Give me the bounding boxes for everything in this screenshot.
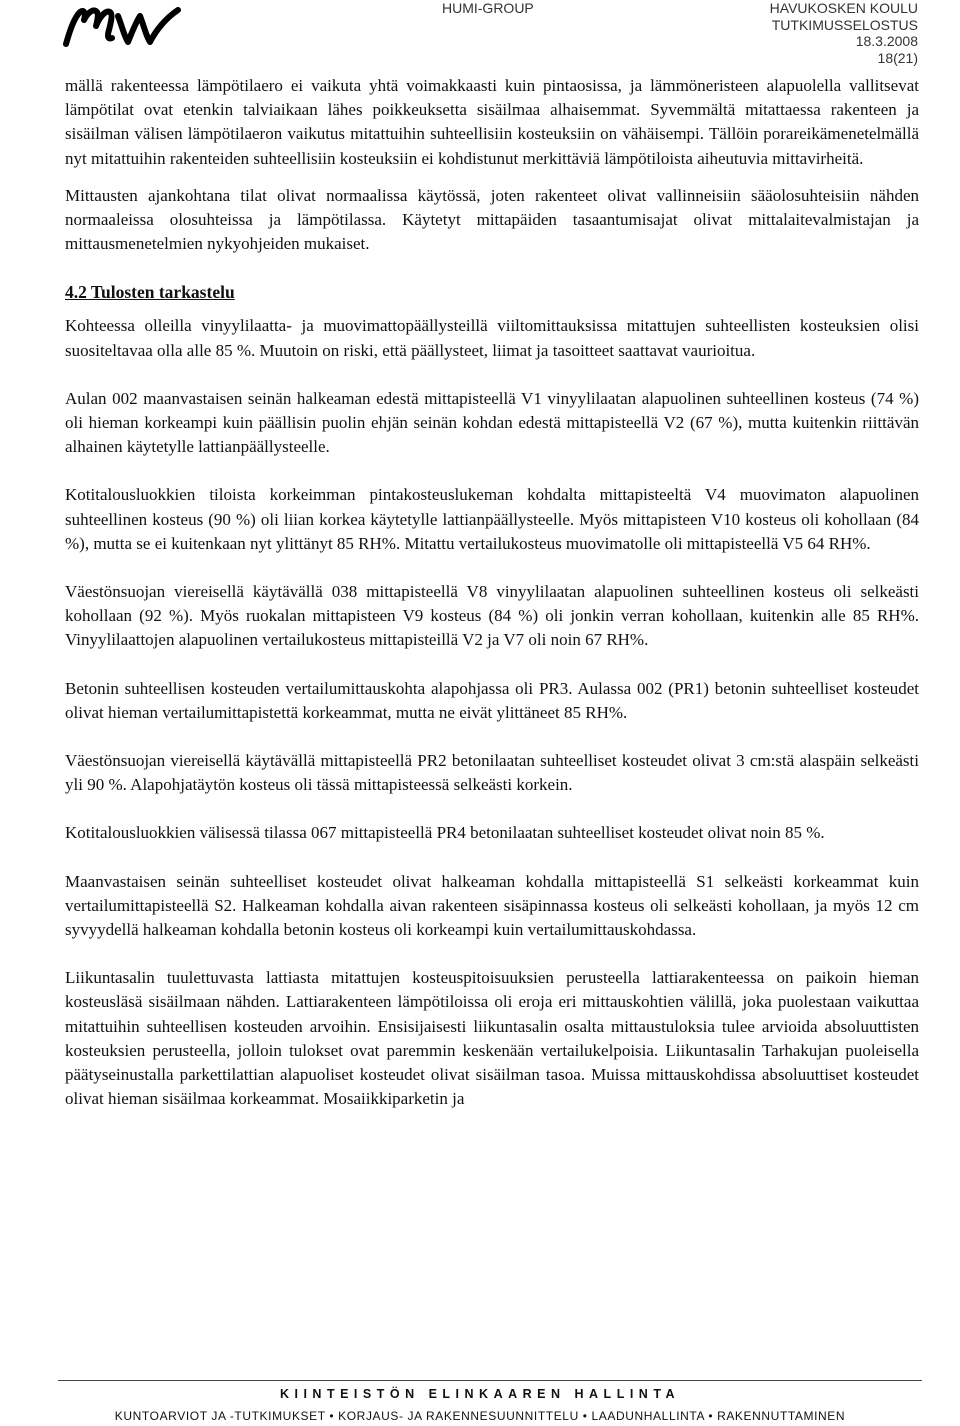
footer-brand: KIINTEISTÖN ELINKAAREN HALLINTA (279, 1387, 681, 1401)
page-header (0, 0, 960, 66)
paragraph: Mittausten ajankohtana tilat olivat normaalissa käytössä, joten rakenteet olivat vallinneisiin sääolosuhteisiin nähden normaaleissa olosuhteissa ja lämpötilassa. Käytetyt mittapäiden tasaantumisajat olivat mittalaitevalmistajan ja mittausmenetelmien nykyohjeiden mukaiset. (65, 185, 919, 254)
header-company: HUMI-GROUP (442, 0, 534, 16)
header-client: HAVUKOSKEN KOULU (769, 0, 918, 16)
paragraph: Kotitalousluokkien tiloista korkeimman pintakosteuslukeman kohdalta mittapisteeltä V4 muovimaton alapuolinen suhteellinen kosteus (90 %) oli liian korkea käytetylle lattianpäällysteelle. Myös mittapisteen V10 kosteus oli kohollaan (84 %), mutta se ei kuitenkaan nyt ylittänyt 85 RH%. Mitattu vertailukosteus muovimatolle oli mittapisteellä V5 64 RH%. (65, 485, 919, 553)
paragraph: Betonin suhteellisen kosteuden vertailumittauskohta alapohjassa oli PR3. Aulassa 002 (PR1) betonin suhteelliset kosteudet olivat hieman vertailumittapistettä korkeammat, mutta ne eivät ylittäneet 85 RH%. (65, 678, 919, 722)
footer-divider (58, 1380, 922, 1381)
paragraph: Väestönsuojan viereisellä käytävällä mittapisteellä PR2 betonilaatan suhteelliset kosteudet olivat 3 cm:stä alaspäin selkeästi yli 90 %. Alapohjatäytön kosteus oli tässä mittapisteessä selkeästi korkein. (65, 751, 919, 795)
section-heading: 4.2 Tulosten tarkastelu (65, 282, 235, 303)
paragraph: Väestönsuojan viereisellä käytävällä 038 mittapisteellä V8 vinyylilaatan alapuolinen suhteellinen kosteus oli selkeästi kohollaan (92 %). Myös ruokalan mittapisteen V9 kosteus (84 %) oli jonkin verran kohollaan, kuitenkin alle 85 RH%. Vinyylilaattojen alapuolinen vertailukosteus mittapisteillä V2 ja V7 oli noin 67 RH%. (65, 582, 919, 650)
paragraph: Liikuntasalin tuulettuvasta lattiasta mitattujen kosteuspitoisuuksien perusteella lattiarakenteessa on paikoin hieman kosteusläsä sisäilmaan nähden. Lattiarakenteen lämpötiloissa oli eroja eri mittauskohtien välillä, joka puolestaan vaikuttaa mitattuihin suhteellisen kosteuden arvoihin. Ensisijaisesti liikuntasalin osalta mittaustuloksia tulee arvioida absoluuttisten kosteuksien perusteella, jolloin tulokset ovat paremmin keskenään vertailukelpoisia. Liikuntasalin Tarhakujan puoleisella päätyseinustalla parkettilattian alapuoliset kosteudet olivat sisäilman tasoa. Muissa mittauskohdissa absoluuttiset kosteudet olivat hieman sisäilmaa korkeammat. Mosaiikkiparketin ja (65, 968, 919, 1109)
company-logo-icon (62, 4, 184, 48)
header-report-type: TUTKIMUSSELOSTUS (771, 16, 918, 33)
header-date: 18.3.2008 (855, 33, 918, 49)
paragraph: Aulan 002 maanvastaisen seinän halkeaman edestä mittapisteellä V1 vinyylilaatan alapuolinen suhteellinen kosteus (74 %) oli hieman korkeampi kuin päällisin puolin ehjän seinän kohdan edestä mittapisteellä V2 (67 %), mutta kuitenkin riittävän alhainen käytetylle lattianpäällysteelle. (65, 388, 919, 457)
paragraph: Maanvastaisen seinän suhteelliset kosteudet olivat halkeaman kohdalla mittapisteellä S1 selkeästi korkeammat kuin vertailumittapisteellä S2. Halkeaman kohdalla aivan rakenteen sisäpinnassa kosteus oli selkeästi kohollaan, ja myös 12 cm syvyydellä halkeaman kohdalla betonin kosteus oli korkeampi kuin vertailumittauskohdassa. (65, 871, 919, 940)
paragraph: Kohteessa olleilla vinyylilaatta- ja muovimattopäällysteillä viiltomittauksissa mitattujen suhteellisten kosteuksien olisi suositeltavaa olla alle 85 %. Muutoin on riski, että päällysteet, liimat ja tasoitteet saattavat vaurioitua. (65, 316, 919, 360)
document-body (65, 74, 919, 1136)
footer-services: KUNTOARVIOT JA -TUTKIMUKSET • KORJAUS- JA RAKENNESUUNNITTELU • LAADUNHALLINTA • RAKENNUTTAMINEN (114, 1409, 846, 1423)
paragraph: Kotitalousluokkien välisessä tilassa 067 mittapisteellä PR4 betonilaatan suhteelliset kosteudet olivat noin 85 %. (65, 823, 825, 843)
paragraph: mällä rakenteessa lämpötilaero ei vaikuta yhtä voimakkaasti kuin pintaosissa, ja lämmöneristeen alapuolella vallitsevat lämpötilat ovat etenkin talviaikaan lähes poikkeuksetta sisäilmaa alhaisemmat. Syvemmältä mitattaessa rakenteen ja sisäilman välisen lämpötilaeron vaikutus mitattuihin suhteellisiin kosteuksiin on vähäisempi. Tällöin porareikämenetelmällä nyt mitattuihin rakenteiden suhteellisiin kosteuksiin ei kohdistunut merkittäviä lämpötiloista aiheutuvia mittavirheitä. (65, 76, 919, 168)
header-meta (770, 0, 918, 66)
header-page-number: 18(21) (877, 49, 918, 66)
